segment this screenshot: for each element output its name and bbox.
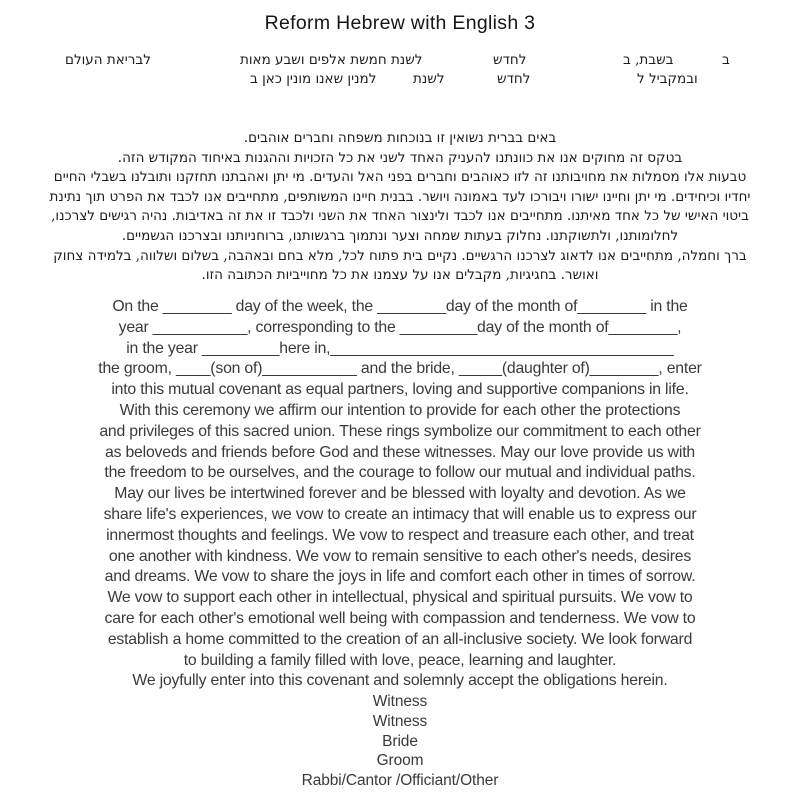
hebrew-date-phrase: לשנת חמשת אלפים ושבע מאות bbox=[240, 52, 423, 68]
english-vows-paragraph bbox=[20, 297, 780, 692]
english-text-line: year ___________, corresponding to the _________day of the month of________, bbox=[118, 318, 682, 336]
hebrew-text-line: בטקס זה מחוקים אנו את כוונתנו להעניק האחד לשני את כל הזכויות וההגנות באיחוד המקודש הזה. bbox=[117, 149, 683, 166]
signature-line-label: Bride bbox=[382, 732, 418, 750]
signature-line-label: Witness bbox=[372, 693, 428, 710]
signature-line-label: Rabbi/Cantor /Officiant/Other bbox=[301, 772, 499, 790]
hebrew-date-phrase: לחדש bbox=[497, 71, 531, 87]
english-text-line: share life's experiences, we vow to create an intimacy that will enable us to express our bbox=[103, 505, 697, 523]
hebrew-date-phrase: לבריאת העולם bbox=[65, 52, 151, 68]
hebrew-text-line: ביטוי האישי של כל אחד מאיתנו. מתחייבים אנו לכבד ולינצור האחד את השני ולכבד זו את זה באדיבות. נהיה רגישים לצרכנו, bbox=[51, 208, 749, 225]
english-text-line: the freedom to be ourselves, and the courage to follow our mutual and individual paths. bbox=[104, 464, 696, 482]
english-text-line: to building a family filled with love, peace, learning and laughter. bbox=[183, 651, 617, 669]
signature-label-section bbox=[0, 692, 800, 791]
english-text-line: We joyfully enter into this covenant and solemnly accept the obligations herein. bbox=[132, 672, 668, 690]
hebrew-date-phrase: ובמקביל ל bbox=[637, 71, 698, 87]
english-text-line: as beloveds and friends before God and these witnesses. May our love provide us with bbox=[105, 443, 695, 461]
english-text-line: and privileges of this sacred union. These rings symbolize our commitment to each other bbox=[99, 422, 701, 440]
english-text-line: innermost thoughts and feelings. We vow to respect and treasure each other, and treat bbox=[106, 526, 694, 544]
hebrew-text-line: באים בברית נשואין זו בנוכחות משפחה וחברים אוהבים. bbox=[243, 130, 557, 146]
hebrew-text-line: ברך וחמלה, מתחייבים אנו לדאוג לצרכנו הרגשיים. נקיים בית פתוח לכל, מלא בחם ובאהבה, בשלום ושלווה, בלמידה צחוק bbox=[53, 247, 747, 264]
hebrew-date-phrase: לחדש bbox=[493, 52, 527, 68]
hebrew-vows-paragraph bbox=[20, 129, 780, 286]
hebrew-date-phrase: למנין שאנו מונין כאן ב bbox=[250, 71, 377, 87]
english-text-line: in the year _________here in,________________________________________ bbox=[126, 339, 674, 357]
signature-line-label: Groom bbox=[376, 752, 424, 770]
hebrew-text-line: לחלומותנו, ולתשוקתנו. נחלוק בעתות שמחה וצער ונתמוך ברגשותנו, ברוחניותנו ובצרכנו הגשמיים. bbox=[121, 227, 679, 244]
hebrew-date-phrase: בשבת, ב bbox=[623, 52, 674, 68]
english-text-line: and dreams. We vow to share the joys in life and comfort each other in times of sorrow. bbox=[104, 568, 696, 586]
hebrew-date-phrase: לשנת bbox=[413, 71, 445, 87]
signature-line-label: Witness bbox=[372, 712, 428, 730]
english-text-line: On the ________ day of the week, the ________day of the month of________ in the bbox=[112, 298, 688, 315]
hebrew-date-phrase: ב bbox=[722, 52, 730, 68]
english-text-line: one another with kindness. We vow to remain sensitive to each other's needs, desires bbox=[108, 547, 692, 565]
english-text-line: With this ceremony we affirm our intention to provide for each other the protections bbox=[119, 401, 681, 419]
english-text-line: into this mutual covenant as equal partners, loving and supportive companions in life. bbox=[111, 381, 689, 399]
english-text-line: May our lives be intertwined forever and be blessed with loyalty and devotion. As we bbox=[114, 485, 686, 503]
page-title: Reform Hebrew with English 3 bbox=[264, 12, 536, 34]
english-text-line: We vow to support each other in intellectual, physical and spiritual pursuits. We vow to bbox=[107, 589, 693, 607]
hebrew-text-line: יחדיו וכיחידים. מי יתן וחיינו ישורו ויבורכו לעד באמונה ויושר. בבנית חיינו המשותפים, מתחייבים אנו לכבד את הפרט תוך נתינת bbox=[49, 188, 751, 205]
hebrew-text-line: ואושר. בחגיגיות, מקבלים אנו על עצמנו את כל מחוייביות הכתובה הזו. bbox=[201, 267, 599, 284]
english-text-line: care for each other's emotional well being with compassion and tenderness. We vow to bbox=[104, 609, 696, 627]
hebrew-date-fill-in-section bbox=[0, 52, 800, 94]
english-text-line: establish a home committed to the creation of an all-inclusive society. We look forward bbox=[107, 630, 693, 648]
english-text-line: the groom, ____(son of)___________ and the bride, _____(daughter of)________, enter bbox=[98, 360, 702, 378]
hebrew-text-line: טבעות אלו מסמלות את מחויבותנו זה לזו כאוהבים וחברים בפני האל והעדים. מי יתן ואהבתנו תחזקנו ותובלנו בשבלי החיים bbox=[53, 169, 747, 186]
